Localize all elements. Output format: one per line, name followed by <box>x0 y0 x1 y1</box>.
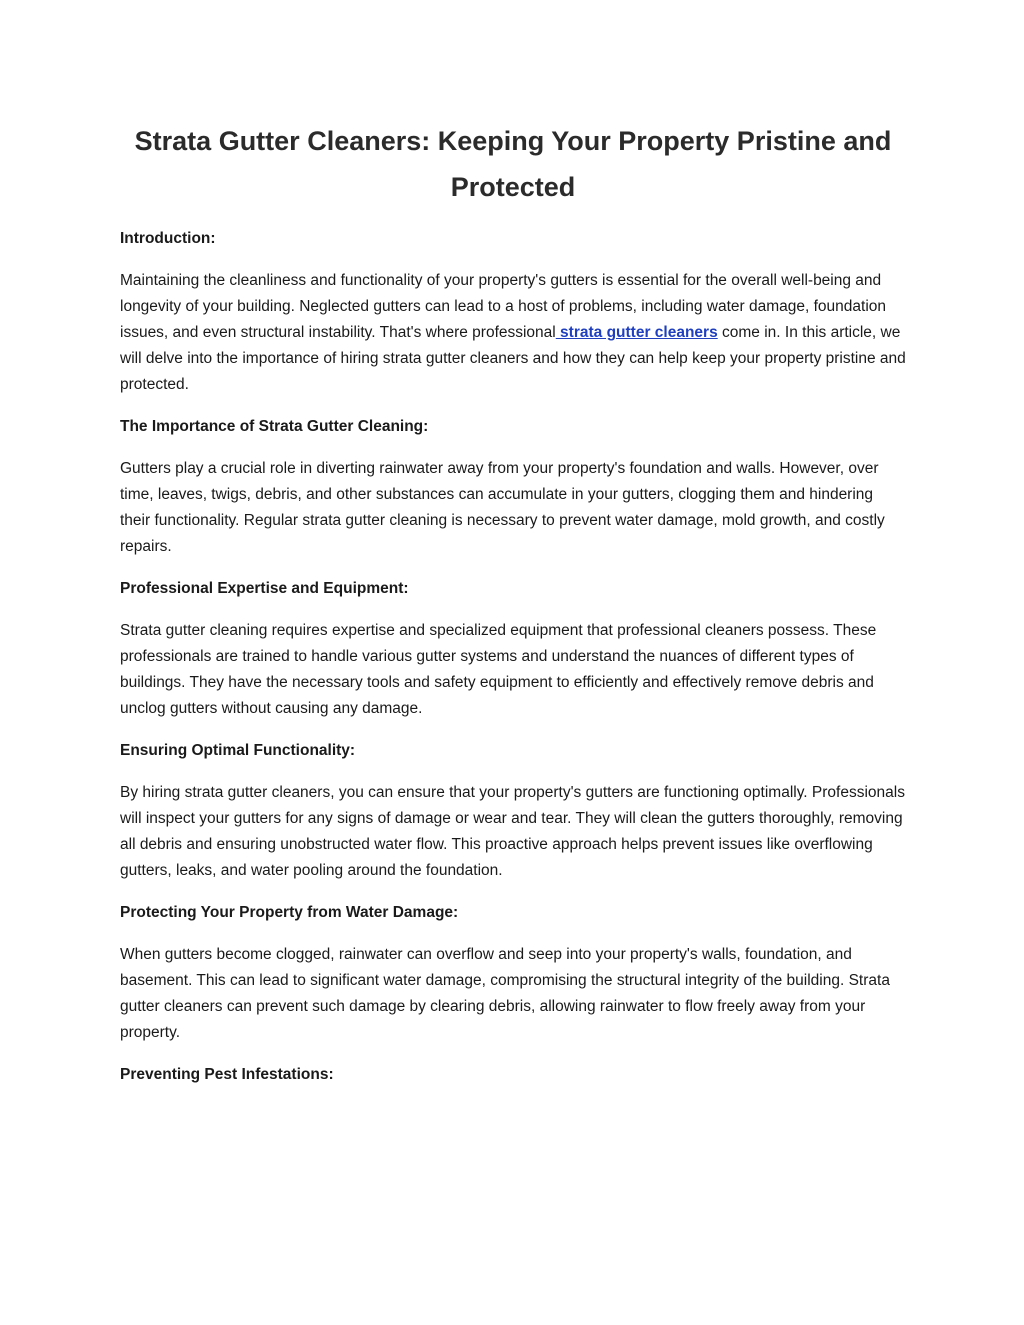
section-heading-importance: The Importance of Strata Gutter Cleaning: <box>120 418 429 435</box>
section-body-introduction <box>120 268 906 398</box>
section-heading-expertise: Professional Expertise and Equipment: <box>120 580 409 597</box>
section-heading-water-damage: Protecting Your Property from Water Damage: <box>120 904 459 921</box>
intro-text-before-link: Maintaining the cleanliness and functionality of your property's gutters is essential for the overall well-being and longevity of your building. Neglected gutters can lead to a host of problems, including water damage, foundation issues, and even structural instability. That's where professional <box>120 272 887 341</box>
intro-text-after-link: come in. In this article, we will delve into the importance of hiring strata gutter cleaners and how they can help keep your property pristine and protected. <box>120 324 906 393</box>
section-heading-pest-infestations: Preventing Pest Infestations: <box>120 1066 334 1083</box>
section-heading-introduction: Introduction: <box>120 230 216 247</box>
section-body-importance: Gutters play a crucial role in diverting rainwater away from your property's foundation and walls. However, over time, leaves, twigs, debris, and other substances can accumulate in your gutters, clogging them and hindering their functionality. Regular strata gutter cleaning is necessary to prevent water damage, mold growth, and costly repairs. <box>120 460 885 555</box>
section-heading-functionality: Ensuring Optimal Functionality: <box>120 742 356 759</box>
document-page <box>120 118 906 1088</box>
strata-gutter-cleaners-link[interactable]: strata gutter cleaners <box>555 324 718 341</box>
section-body-functionality: By hiring strata gutter cleaners, you can ensure that your property's gutters are functioning optimally. Professionals will inspect your gutters for any signs of damage or wear and tear. They will clean the gutters thoroughly, removing all debris and ensuring unobstructed water flow. This proactive approach helps prevent issues like overflowing gutters, leaks, and water pooling around the foundation. <box>120 784 905 879</box>
section-body-expertise: Strata gutter cleaning requires expertise and specialized equipment that professional cleaners possess. These professionals are trained to handle various gutter systems and understand the nuances of different types of buildings. They have the necessary tools and safety equipment to efficiently and effectively remove debris and unclog gutters without causing any damage. <box>120 622 877 717</box>
section-body-water-damage: When gutters become clogged, rainwater can overflow and seep into your property's walls, foundation, and basement. This can lead to significant water damage, compromising the structural integrity of the building. Strata gutter cleaners can prevent such damage by clearing debris, allowing rainwater to flow freely away from your property. <box>120 946 890 1041</box>
document-title: Strata Gutter Cleaners: Keeping Your Property Pristine and Protected <box>134 126 892 202</box>
